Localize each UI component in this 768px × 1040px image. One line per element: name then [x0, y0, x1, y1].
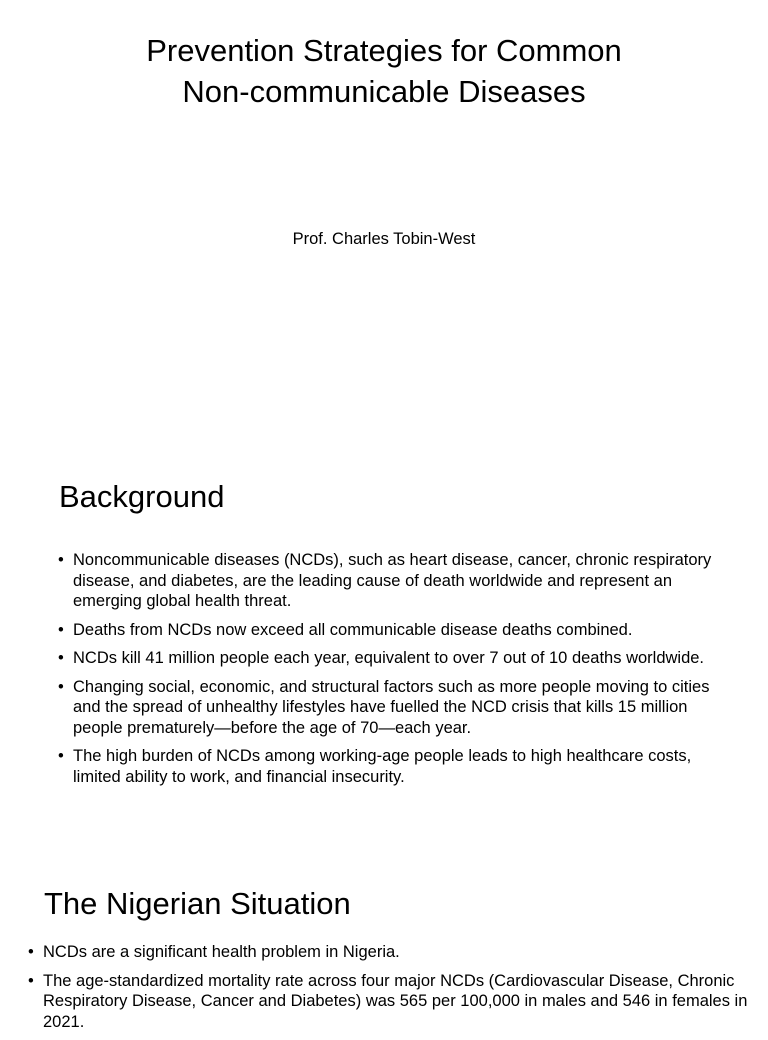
bullet-item — [28, 971, 748, 1033]
bullet-text: NCDs kill 41 million people each year, equivalent to over 7 out of 10 deaths worldwide. — [73, 649, 705, 667]
bullet-item — [28, 942, 748, 963]
background-heading: Background — [59, 479, 225, 514]
title-slide — [0, 0, 768, 440]
background-bullet-list — [58, 550, 728, 795]
bullet-text: NCDs are a significant health problem in Nigeria. — [43, 943, 400, 961]
presentation-title — [0, 30, 768, 112]
bullet-text: The high burden of NCDs among working-age people leads to high healthcare costs, limited ability to work, and financial insecurity. — [73, 747, 692, 786]
title-line-1: Prevention Strategies for Common — [146, 33, 622, 68]
bullet-dot-icon: • — [58, 677, 64, 696]
nigerian-situation-slide — [0, 840, 768, 1031]
bullet-dot-icon: • — [58, 620, 64, 639]
bullet-dot-icon: • — [58, 551, 64, 569]
background-slide — [0, 440, 768, 840]
bullet-text: The age-standardized mortality rate across four major NCDs (Cardiovascular Disease, Chronic Respiratory Disease, Cancer and Diabetes) was 565 per 100,000 in males and 546 in females in 2021. — [43, 971, 748, 1031]
title-line-2: Non-communicable Diseases — [182, 74, 586, 109]
bullet-text: Changing social, economic, and structural factors such as more people moving to cities and the spread of unhealthy lifestyles have fuelled the NCD crisis that kills 15 million people prematurely—before the age of 70—each year. — [73, 677, 710, 737]
bullet-item — [58, 677, 728, 739]
bullet-item — [58, 746, 728, 787]
author-name: Prof. Charles Tobin-West — [292, 230, 476, 248]
bullet-text: Deaths from NCDs now exceed all communicable disease deaths combined. — [73, 620, 633, 639]
bullet-dot-icon: • — [28, 971, 34, 990]
bullet-dot-icon: • — [58, 649, 64, 667]
bullet-item — [58, 620, 728, 641]
bullet-item — [58, 648, 728, 669]
nigerian-situation-heading: The Nigerian Situation — [44, 886, 351, 921]
bullet-text: Noncommunicable diseases (NCDs), such as heart disease, cancer, chronic respiratory disease, and diabetes, are the leading cause of death worldwide and represent an emerging global health threat. — [73, 551, 712, 610]
nigerian-situation-bullet-list — [28, 942, 748, 1040]
bullet-dot-icon: • — [58, 747, 64, 765]
bullet-item — [58, 550, 728, 612]
bullet-dot-icon: • — [28, 943, 34, 961]
